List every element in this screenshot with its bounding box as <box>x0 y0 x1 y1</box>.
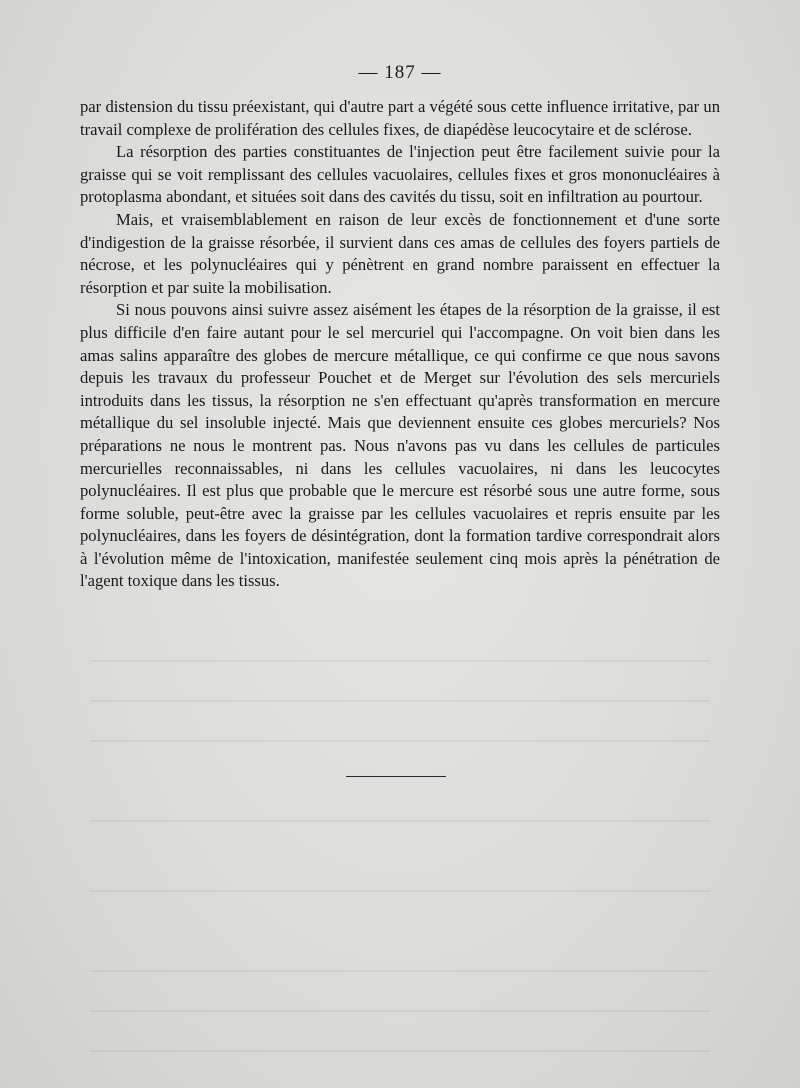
show-through-line <box>90 1010 710 1012</box>
show-through-line <box>90 740 710 742</box>
show-through-line <box>90 1050 710 1052</box>
body-text <box>80 96 720 593</box>
show-through-line <box>90 660 710 662</box>
paragraph-4: Si nous pouvons ainsi suivre assez aisément les étapes de la résorption de la graisse, il est plus difficile d'en faire autant pour le sel mercuriel qui l'accompagne. On voit bien dans les amas salins apparaître des globes de mercure métallique, ce qui confirme ce que nous savons depuis les travaux du professeur Pouchet et de Merget sur l'évolution des sels mercuriels introduits dans les tissus, la résorption ne s'en effectuant qu'après transformation en mercure métallique du sel insoluble injecté. Mais que deviennent ensuite ces globes mercuriels? Nos préparations ne nous le montrent pas. Nous n'avons pas vu dans les cellules de particules mercurielles reconnaissables, ni dans les cellules vacuolaires, ni dans les leucocytes polynucléaires. Il est plus que probable que le mercure est résorbé sous une autre forme, sous forme soluble, peut-être avec la graisse par les cellules vacuolaires et repris ensuite par les polynucléaires, dans les foyers de désintégration, dont la formation tardive correspondrait alors à l'évolution même de l'intoxication, manifestée seulement cinq mois après la pénétration de l'agent toxique dans les tissus. <box>80 300 720 591</box>
show-through-line <box>90 700 710 702</box>
section-divider-rule <box>346 776 446 777</box>
paragraph-1: par distension du tissu préexistant, qui d'autre part a végété sous cette influence irritative, par un travail complexe de prolifération des cellules fixes, de diapédèse leucocytaire et de sclérose. <box>80 97 720 139</box>
show-through-line <box>90 890 710 892</box>
paragraph-3: Mais, et vraisemblablement en raison de leur excès de fonctionnement et d'une sorte d'indigestion de la graisse résorbée, il survient dans ces amas de cellules des foyers partiels de nécrose, et les polynucléaires qui y pénètrent en grand nombre paraissent en effectuer la résorption et par suite la mobilisation. <box>80 209 720 297</box>
show-through-line <box>90 820 710 822</box>
show-through-line <box>90 970 710 972</box>
page-number: — 187 — <box>358 62 442 83</box>
paragraph-2: La résorption des parties constituantes de l'injection peut être facilement suivie pour la graisse qui se voit remplissant des cellules vacuolaires, cellules fixes et gros mononucléaires à protoplasma abondant, et situées soit dans des cavités du tissu, soit en infiltration au pourtour. <box>80 142 720 207</box>
